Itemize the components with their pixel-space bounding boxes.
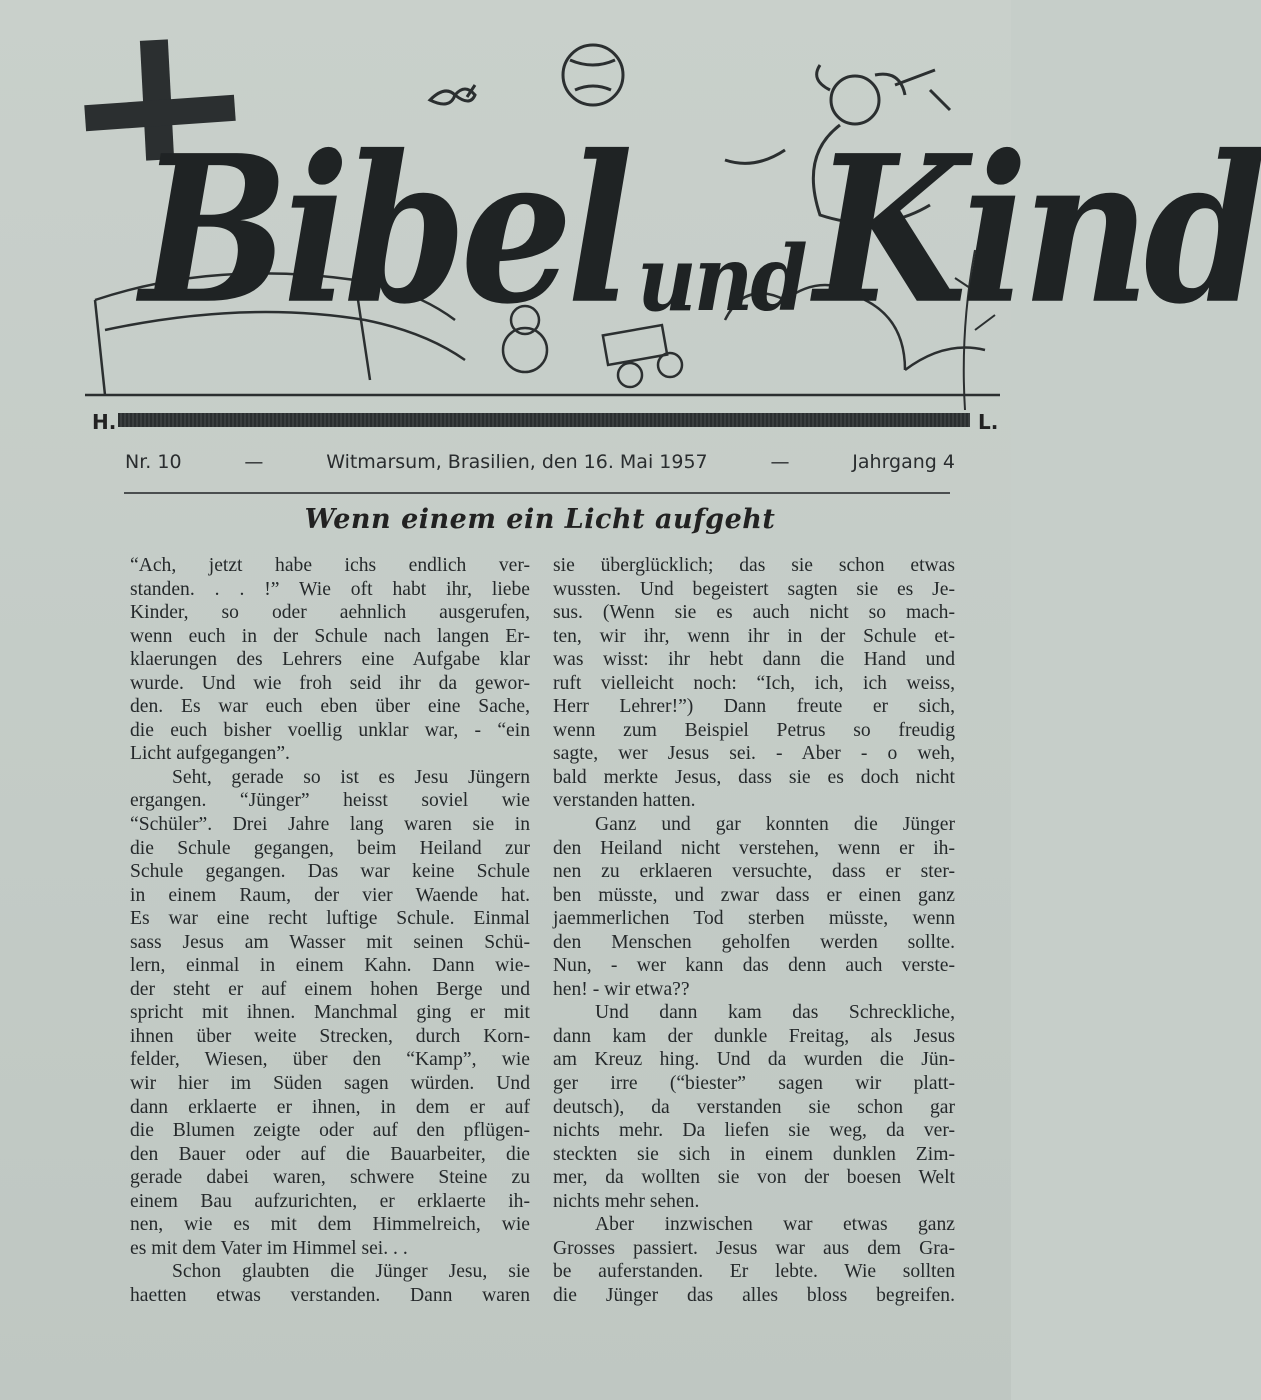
article-text-line: hen! - wir etwa?? <box>553 978 690 1000</box>
article-text-line: Es war eine recht luftige Schule. Einmal <box>130 908 530 930</box>
article-text-line: Und dann kam das Schreckliche, <box>595 1002 955 1024</box>
article-text-line: nen, wie es mit dem Himmelreich, wie <box>130 1214 530 1236</box>
article-text-line: ihnen über weite Strecken, durch Korn- <box>130 1025 530 1047</box>
masthead <box>85 30 1261 410</box>
artist-signature-left: H. <box>92 410 117 434</box>
article-text-line: Schule gegangen. Das war keine Schule <box>130 861 530 883</box>
article-text-line: gerade dabei waren, schwere Steine zu <box>130 1167 530 1189</box>
article-text-line: wir hier im Süden sagen würden. Und <box>130 1073 530 1095</box>
article-text-line: den Bauer oder auf die Bauarbeiter, die <box>130 1143 530 1165</box>
article-text-line: den Heiland nicht verstehen, wenn er ih- <box>553 837 955 859</box>
artist-signature-right: L. <box>978 410 999 434</box>
masthead-title <box>140 110 1261 349</box>
article-text-line: sass Jesus am Wasser mit seinen Schü- <box>130 931 530 953</box>
article-text-line: haetten etwas verstanden. Dann waren <box>130 1284 530 1306</box>
article-text-line: sie überglücklich; das sie schon etwas <box>553 555 955 576</box>
article-text-line: steckten sie sich in einem dunklen Zim- <box>553 1143 955 1165</box>
article-text-line: es mit dem Vater im Himmel sei. . . <box>130 1237 408 1259</box>
issue-number: Nr. 10 <box>125 451 182 473</box>
article-text-line: mer, da wollten sie von der boesen Welt <box>553 1167 955 1189</box>
article-text-line: die Jünger das alles bloss begreifen. <box>553 1284 955 1306</box>
issue-separator: — <box>770 451 790 473</box>
article-text-line: nichts mehr. Da liefen sie weg, da ver- <box>553 1120 955 1142</box>
issue-rule <box>124 492 950 494</box>
article-text-line: felder, Wiesen, über den “Kamp”, wie <box>130 1049 530 1071</box>
article-text-line: Seht, gerade so ist es Jesu Jüngern <box>172 766 530 788</box>
article-text-line: den Menschen geholfen werden sollte. <box>553 931 955 953</box>
article-text-line: Aber inzwischen war etwas ganz <box>595 1214 955 1236</box>
article-text-line: be auferstanden. Er lebte. Wie sollten <box>553 1261 955 1283</box>
article-text-line: deutsch), da verstanden sie schon gar <box>553 1096 955 1118</box>
article-text-line: die Blumen zeigte oder auf den pflügen- <box>130 1120 530 1142</box>
article-text-line: Schon glaubten die Jünger Jesu, sie <box>172 1261 530 1283</box>
article-text-line: den. Es war euch eben über eine Sache, <box>130 696 530 718</box>
masthead-title-word-1: Bibel <box>140 110 628 349</box>
article-text-line: dann kam der dunkle Freitag, als Jesus <box>553 1025 955 1047</box>
article-text-line: “Schüler”. Drei Jahre lang waren sie in <box>130 814 530 836</box>
article-text-line: sagte, wer Jesus sei. - Aber - o weh, <box>553 743 955 765</box>
article-text-line: nichts mehr sehen. <box>553 1190 700 1212</box>
article-text-line: einem Bau aufzurichten, er erklaerte ih- <box>130 1190 530 1212</box>
article-text-line: wurde. Und wie froh seid ihr da gewor- <box>130 672 530 694</box>
article-text-line: ruft vielleicht noch: “Ich, ich, ich weiss, <box>553 672 955 694</box>
masthead-title-word-3: Kind <box>814 110 1261 349</box>
article-text-line: jaemmerlichen Tod sterben müsste, wenn <box>553 908 955 930</box>
issue-separator: — <box>244 451 264 473</box>
article-text-line: verstanden hatten. <box>553 790 696 812</box>
article-text-line: in einem Raum, der vier Waende hat. <box>130 884 530 906</box>
article-text-line: was wisst: ihr hebt dann die Hand und <box>553 649 955 671</box>
article-text-line: sus. (Wenn sie es auch nicht so mach- <box>553 602 955 624</box>
article-text-line: Kinder, so oder aehnlich ausgerufen, <box>130 602 530 624</box>
article-column-left <box>130 554 530 1308</box>
article-text-line: bald merkte Jesus, dass sie es doch nicht <box>553 766 955 788</box>
article-text-line: “Ach, jetzt habe ichs endlich ver- <box>130 555 530 576</box>
article-text-line: ger irre (“biester” sagen wir platt- <box>553 1073 955 1095</box>
article-text-line: Herr Lehrer!”) Dann freute er sich, <box>553 696 955 718</box>
masthead-title-word-2: und <box>637 226 805 332</box>
article-column-right <box>553 554 955 1308</box>
article-text-line: wussten. Und begeistert sagten sie es Je- <box>553 578 955 600</box>
article-text-line: dann erklaerte er ihnen, in dem er auf <box>130 1096 530 1118</box>
article-text-line: Ganz und gar konnten die Jünger <box>595 814 955 836</box>
article-text-line: wenn zum Beispiel Petrus so freudig <box>553 719 955 741</box>
issue-place-date: Witmarsum, Brasilien, den 16. Mai 1957 <box>326 451 708 473</box>
article-text-line: ben müsste, und zwar dass er einen ganz <box>553 884 955 906</box>
article-headline: Wenn einem ein Licht aufgeht <box>304 504 776 535</box>
article-text-line: Grosses passiert. Jesus war aus dem Gra- <box>553 1237 955 1259</box>
article-text-line: der steht er auf einem hohen Berge und <box>130 978 530 1000</box>
butterfly-illustration <box>430 85 475 104</box>
article-text-line: ten, wir ihr, wenn ihr in der Schule et- <box>553 625 955 647</box>
article-text-line: die euch bisher voellig unklar war, - “ein <box>130 719 530 741</box>
article-text-line: Licht aufgegangen”. <box>130 743 290 765</box>
article-text-line: nen zu erklaeren versuchte, dass er ster- <box>553 861 955 883</box>
article-text-line: am Kreuz hing. Und da wurden die Jün- <box>553 1049 955 1071</box>
article-text-line: wenn euch in der Schule nach langen Er- <box>130 625 530 647</box>
masthead-rule <box>118 413 970 427</box>
article-text-line: klaerungen des Lehrers eine Aufgabe klar <box>130 649 530 671</box>
article-text-line: spricht mit ihnen. Manchmal ging er mit <box>130 1002 530 1024</box>
article-text-line: lern, einmal in einem Kahn. Dann wie- <box>130 955 530 977</box>
issue-info-line <box>125 451 955 473</box>
ball-illustration <box>563 45 623 105</box>
article-text-line: die Schule gegangen, beim Heiland zur <box>130 837 530 859</box>
article-text-line: standen. . . !” Wie oft habt ihr, liebe <box>130 578 530 600</box>
issue-volume: Jahrgang 4 <box>852 451 955 473</box>
article-text-line: ergangen. “Jünger” heisst soviel wie <box>130 790 530 812</box>
article-text-line: Nun, - wer kann das denn auch verste- <box>553 955 955 977</box>
